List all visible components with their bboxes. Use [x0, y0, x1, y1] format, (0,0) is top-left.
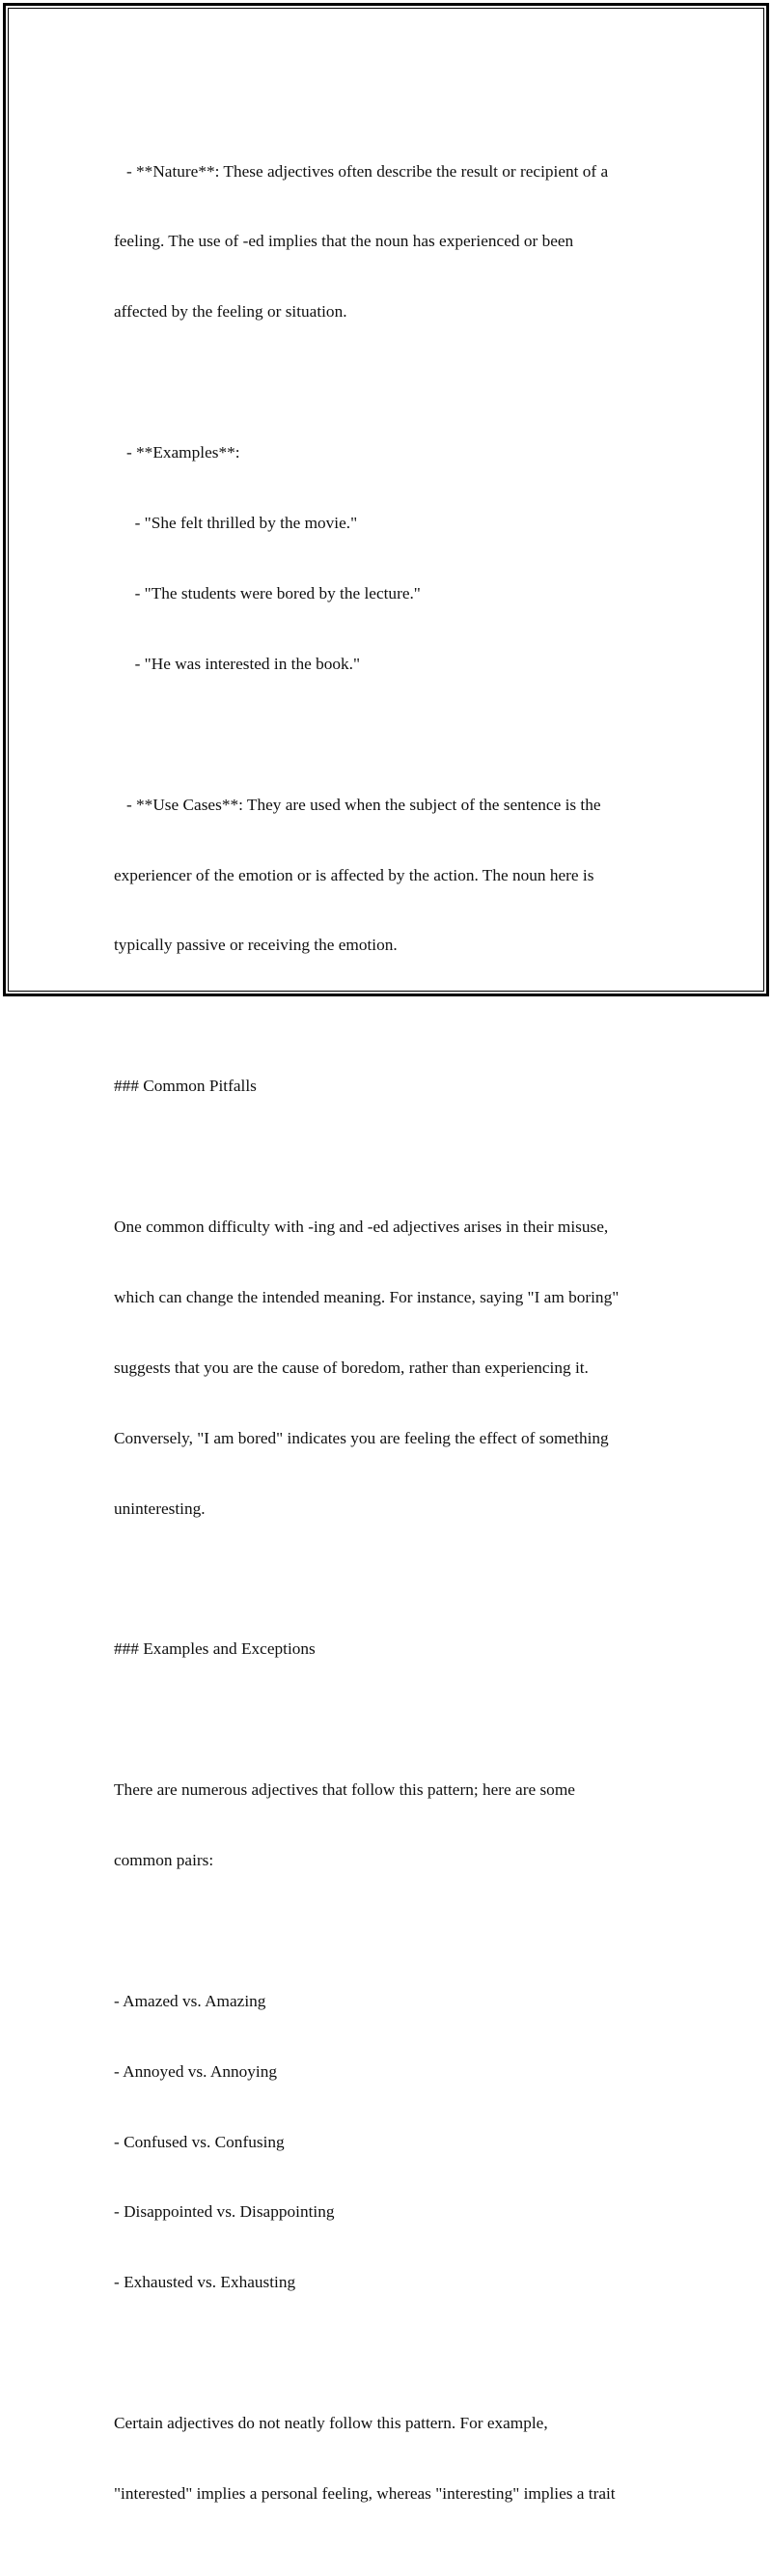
text-line: which can change the intended meaning. For instance, saying "I am boring" [114, 1287, 620, 1306]
text-line: "interested" implies a personal feeling, whereas "interesting" implies a trait [114, 2483, 616, 2503]
text-line: common pairs: [114, 1850, 214, 1869]
section-heading: ### Examples and Exceptions [114, 1639, 316, 1659]
text-line: uninteresting. [114, 1498, 206, 1518]
text-line: One common difficulty with -ing and -ed adjectives arises in their misuse, [114, 1217, 609, 1236]
section-heading: ### Common Pitfalls [114, 1077, 257, 1096]
document-body [114, 113, 654, 2576]
use-cases-paragraph [114, 746, 654, 1004]
text-line: suggests that you are the cause of boredom, rather than experiencing it. [114, 1358, 589, 1377]
list-item: - Disappointed vs. Disappointing [114, 2202, 335, 2222]
text-line: Certain adjectives do not neatly follow this pattern. For example, [114, 2414, 548, 2433]
text-line: Conversely, "I am bored" indicates you are feeling the effect of something [114, 1428, 609, 1447]
list-item: - Amazed vs. Amazing [114, 1991, 266, 2010]
pairs-intro-paragraph [114, 1731, 654, 1918]
pairs-list [114, 1943, 654, 2341]
text-line: - **Use Cases**: They are used when the subject of the sentence is the [114, 795, 601, 814]
text-line: - **Nature**: These adjectives often describe the result or recipient of a [114, 161, 609, 181]
list-item: - "The students were bored by the lecture." [114, 583, 421, 602]
pitfalls-heading-block [114, 1028, 654, 1145]
examples-heading: - **Examples**: [114, 443, 240, 462]
text-line: typically passive or receiving the emotion. [114, 936, 398, 955]
list-item: - Confused vs. Confusing [114, 2132, 285, 2151]
nature-paragraph [114, 113, 654, 371]
examples-block [114, 395, 654, 723]
examples-exceptions-heading-block [114, 1591, 654, 1708]
closing-paragraph [114, 2366, 654, 2553]
text-line: experiencer of the emotion or is affected by the action. The noun here is [114, 865, 594, 884]
pitfalls-paragraph [114, 1168, 654, 1567]
list-item: - "He was interested in the book." [114, 654, 361, 673]
list-item: - Annoyed vs. Annoying [114, 2061, 277, 2081]
text-line: affected by the feeling or situation. [114, 302, 347, 322]
text-line: There are numerous adjectives that follow this pattern; here are some [114, 1780, 575, 1800]
list-item: - Exhausted vs. Exhausting [114, 2273, 296, 2292]
list-item: - "She felt thrilled by the movie." [114, 514, 358, 533]
text-line: feeling. The use of -ed implies that the noun has experienced or been [114, 232, 574, 251]
